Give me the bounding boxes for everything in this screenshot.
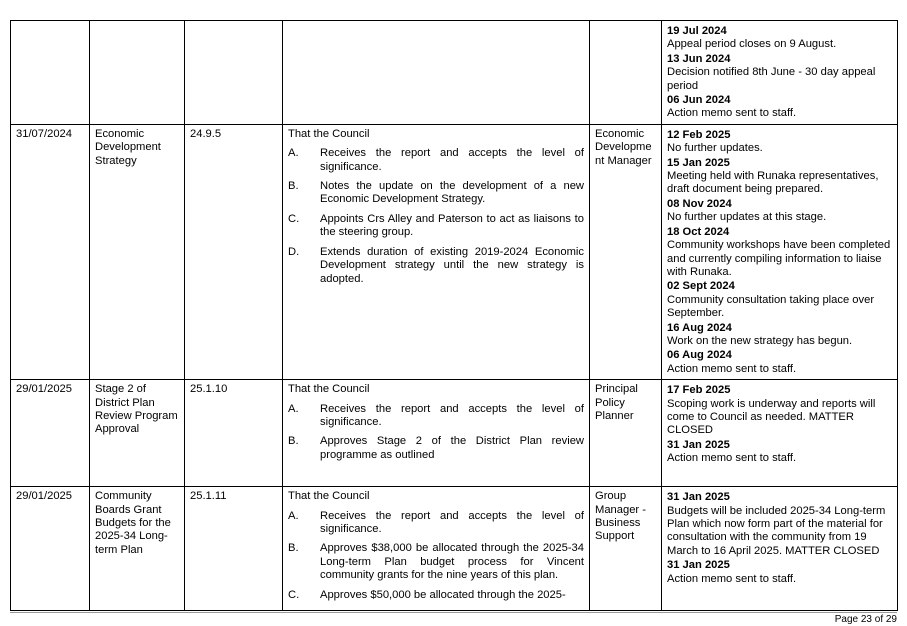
resolution-letter: B. bbox=[288, 542, 299, 555]
status-updates-cell bbox=[662, 21, 898, 125]
resolution-text: Approves Stage 2 of the District Plan review programme as outlined bbox=[320, 435, 584, 461]
update-text: Community consultation taking place over September. bbox=[667, 293, 875, 320]
update-text: No further updates at this stage. bbox=[667, 211, 827, 224]
table-row bbox=[11, 487, 898, 611]
update-text: Work on the new strategy has begun. bbox=[667, 334, 853, 347]
update-date: 08 Nov 2024 bbox=[667, 197, 732, 210]
resolution-intro: That the Council bbox=[288, 383, 370, 396]
update-text: Scoping work is underway and reports will come to Council as needed. MATTER CLOSED bbox=[667, 397, 876, 437]
resolution-intro: That the Council bbox=[288, 127, 370, 140]
resolution-letter: A. bbox=[288, 402, 299, 415]
resolution-item bbox=[288, 147, 584, 174]
update-text: Action memo sent to staff. bbox=[667, 572, 797, 585]
responsible-officer-cell: Group Manager - Business Support bbox=[590, 487, 662, 611]
resolution-text: Approves $50,000 be allocated through the 2025- bbox=[320, 588, 566, 601]
table-row bbox=[11, 124, 898, 379]
update-text: Action memo sent to staff. bbox=[667, 452, 797, 465]
resolution-letter: B. bbox=[288, 435, 299, 448]
resolution-cell bbox=[283, 380, 590, 487]
status-updates-cell bbox=[662, 487, 898, 611]
resolution-text: Receives the report and accepts the level of significance. bbox=[320, 509, 584, 535]
update-date: 17 Feb 2025 bbox=[667, 384, 731, 397]
update-text: No further updates. bbox=[667, 142, 763, 155]
actions-table-body bbox=[11, 21, 898, 611]
meeting-date-cell: 31/07/2024 bbox=[11, 124, 90, 379]
resolution-cell bbox=[283, 124, 590, 379]
resolution-letter: A. bbox=[288, 509, 299, 522]
update-date: 18 Oct 2024 bbox=[667, 225, 730, 238]
resolution-item bbox=[288, 542, 584, 582]
resolution-item bbox=[288, 180, 584, 207]
update-text: Meeting held with Runaka representatives, draft document being prepared. bbox=[667, 170, 879, 196]
resolution-item bbox=[288, 510, 584, 537]
resolution-letter: C. bbox=[288, 212, 300, 225]
meeting-date-cell: 29/01/2025 bbox=[11, 487, 90, 611]
update-text: Action memo sent to staff. bbox=[667, 362, 797, 375]
resolution-letter: A. bbox=[288, 147, 299, 160]
update-text: Community workshops have been completed and currently compiling information to liaise with Runaka. bbox=[667, 239, 891, 278]
update-date: 02 Sept 2024 bbox=[667, 280, 735, 293]
page-number: Page 23 of 29 bbox=[834, 614, 897, 625]
meeting-date-cell: 29/01/2025 bbox=[11, 380, 90, 487]
resolution-letter: D. bbox=[288, 245, 300, 258]
update-date: 06 Aug 2024 bbox=[667, 349, 732, 362]
resolution-ref-cell: 25.1.11 bbox=[185, 487, 283, 611]
update-date: 12 Feb 2025 bbox=[667, 128, 731, 141]
update-date: 31 Jan 2025 bbox=[667, 491, 730, 504]
resolution-text: Receives the report and accepts the level of significance. bbox=[320, 402, 584, 428]
report-item-cell bbox=[90, 21, 185, 125]
resolution-letter: C. bbox=[288, 588, 300, 601]
resolution-ref-cell: 25.1.10 bbox=[185, 380, 283, 487]
resolution-item bbox=[288, 213, 584, 240]
resolution-item bbox=[288, 403, 584, 430]
table-row bbox=[11, 380, 898, 487]
resolution-ref-cell bbox=[185, 21, 283, 125]
report-item-cell: Community Boards Grant Budgets for the 2025-34 Long-term Plan bbox=[90, 487, 185, 611]
update-text: Budgets will be included 2025-34 Long-term Plan which now form part of the material for consultation with the community from 19 March to 16 April 2025. MATTER CLOSED bbox=[667, 504, 886, 557]
update-date: 19 Jul 2024 bbox=[667, 25, 727, 37]
update-date: 15 Jan 2025 bbox=[667, 156, 730, 169]
resolution-text: Appoints Crs Alley and Paterson to act as liaisons to the steering group. bbox=[320, 212, 584, 239]
update-text: Appeal period closes on 9 August. bbox=[667, 38, 837, 51]
resolution-item bbox=[288, 435, 584, 462]
update-text: Decision notified 8th June - 30 day appeal period bbox=[667, 66, 876, 92]
resolution-text: Extends duration of existing 2019-2024 Economic Development strategy until the new strategy is adopted. bbox=[320, 245, 584, 285]
responsible-officer-cell: Principal Policy Planner bbox=[590, 380, 662, 487]
resolution-letter: B. bbox=[288, 180, 299, 193]
update-date: 06 Jun 2024 bbox=[667, 94, 731, 107]
update-date: 13 Jun 2024 bbox=[667, 52, 731, 65]
table-row bbox=[11, 21, 898, 125]
responsible-officer-cell bbox=[590, 21, 662, 125]
resolution-item bbox=[288, 246, 584, 286]
responsible-officer-cell: Economic Developme nt Manager bbox=[590, 124, 662, 379]
meeting-date-cell bbox=[11, 21, 90, 125]
resolution-text: Notes the update on the development of a new Economic Development Strategy. bbox=[320, 180, 584, 206]
update-date: 31 Jan 2025 bbox=[667, 438, 730, 451]
resolution-intro: That the Council bbox=[288, 490, 370, 503]
resolution-text: Receives the report and accepts the level of significance. bbox=[320, 147, 584, 173]
report-item-cell: Stage 2 of District Plan Review Program Approval bbox=[90, 380, 185, 487]
update-date: 31 Jan 2025 bbox=[667, 559, 730, 572]
resolution-cell bbox=[283, 487, 590, 611]
resolution-item bbox=[288, 589, 584, 602]
status-updates-cell bbox=[662, 380, 898, 487]
status-updates-cell bbox=[662, 124, 898, 379]
report-item-cell: Economic Development Strategy bbox=[90, 124, 185, 379]
resolution-text: Approves $38,000 be allocated through the 2025-34 Long-term Plan budget process for Vincent community grants for the nine years of this plan. bbox=[320, 542, 584, 582]
footer-divider bbox=[10, 612, 897, 613]
resolution-cell bbox=[283, 21, 590, 125]
update-date: 16 Aug 2024 bbox=[667, 321, 732, 334]
resolution-ref-cell: 24.9.5 bbox=[185, 124, 283, 379]
actions-table bbox=[10, 20, 898, 611]
update-text: Action memo sent to staff. bbox=[667, 107, 797, 120]
